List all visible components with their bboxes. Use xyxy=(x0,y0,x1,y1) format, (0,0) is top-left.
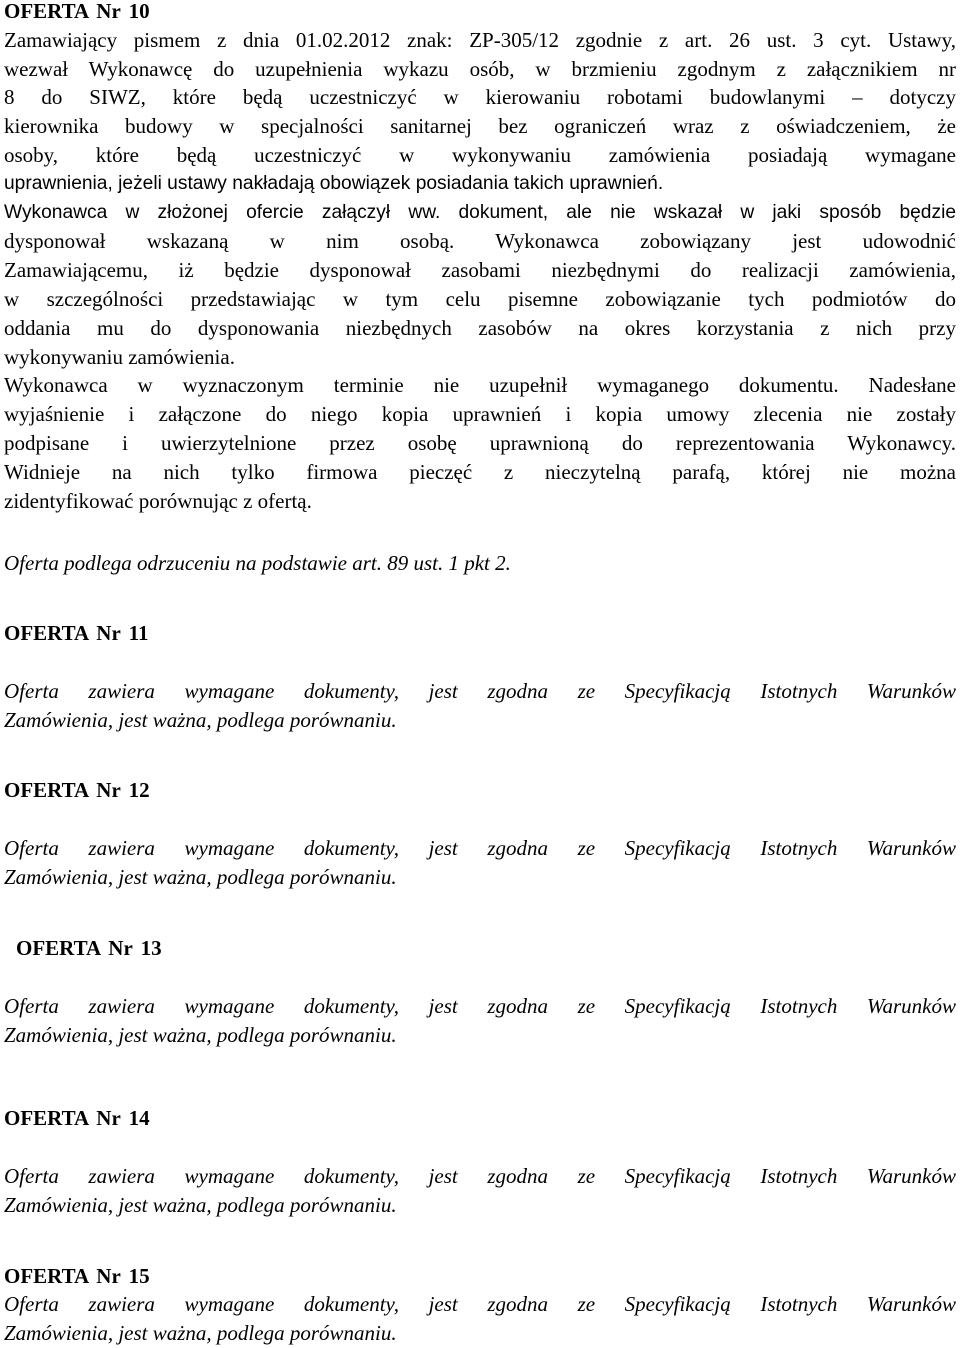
offer-text-line: Zamówienia, jest ważna, podlega porównaniu. xyxy=(4,1192,397,1217)
body-line: w szczególności przedstawiając w tym celu pisemne zobowiązanie tych podmiotów do xyxy=(4,286,956,311)
offer-text-line: Oferta zawiera wymagane dokumenty, jest zgodna ze Specyfikacją Istotnych Warunków xyxy=(4,1164,956,1188)
body-line: podpisane i uwierzytelnione przez osobę uprawnioną do reprezentowania Wykonawcy. xyxy=(4,430,956,455)
offer-15-heading: OFERTA Nr 15 xyxy=(4,1264,150,1288)
body-line: zidentyfikować porównując z ofertą. xyxy=(4,488,312,513)
body-line: wezwał Wykonawcę do uzupełnienia wykazu osób, w brzmieniu zgodnym z załącznikiem nr xyxy=(4,56,956,81)
offer-13-text xyxy=(4,992,956,1050)
body-line: Wykonawca w wyznaczonym terminie nie uzupełnił wymaganego dokumentu. Nadesłane xyxy=(4,373,956,398)
body-line: Zamawiającemu, iż będzie dysponował zasobami niezbędnymi do realizacji zamówienia, xyxy=(4,258,956,283)
body-line: Widnieje na nich tylko firmowa pieczęć z nieczytelną parafą, której nie można xyxy=(4,459,956,484)
offer-15-text xyxy=(4,1290,956,1348)
offer-14-section xyxy=(4,1104,956,1133)
offer-text-line: Oferta zawiera wymagane dokumenty, jest zgodna ze Specyfikacją Istotnych Warunków xyxy=(4,994,956,1018)
body-line: 8 do SIWZ, które będą uczestniczyć w kierowaniu robotami budowlanymi – dotyczy xyxy=(4,85,956,110)
offer-text-line: Oferta zawiera wymagane dokumenty, jest zgodna ze Specyfikacją Istotnych Warunków xyxy=(4,679,956,703)
body-line: uprawnienia, jeżeli ustawy nakładają obowiązek posiadania takich uprawnień. xyxy=(4,172,664,194)
body-line: wyjaśnienie i załączone do niego kopia uprawnień i kopia umowy zlecenia nie zostały xyxy=(4,402,956,427)
offer-10-body xyxy=(4,26,956,516)
offer-10-section xyxy=(4,0,956,515)
body-line: Zamawiający pismem z dnia 01.02.2012 znak: ZP-305/12 zgodnie z art. 26 ust. 3 cyt. Ustawy, xyxy=(4,27,956,52)
offer-12-text xyxy=(4,834,956,892)
offer-10-heading: OFERTA Nr 10 xyxy=(4,0,150,23)
offer-15-section xyxy=(4,1262,956,1291)
body-line: oddania mu do dysponowania niezbędnych zasobów na okres korzystania z nich przy xyxy=(4,315,956,340)
body-line: kierownika budowy w specjalności sanitarnej bez ograniczeń wraz z oświadczeniem, że xyxy=(4,114,956,139)
offer-14-text xyxy=(4,1162,956,1220)
offer-text-line: Zamówienia, jest ważna, podlega porównaniu. xyxy=(4,707,397,732)
offer-text-line: Oferta zawiera wymagane dokumenty, jest zgodna ze Specyfikacją Istotnych Warunków xyxy=(4,836,956,860)
offer-10-conclusion: Oferta podlega odrzuceniu na podstawie art. 89 ust. 1 pkt 2. xyxy=(4,551,511,575)
offer-13-heading: OFERTA Nr 13 xyxy=(16,936,162,960)
offer-12-heading: OFERTA Nr 12 xyxy=(4,778,150,802)
body-line: Wykonawca w złożonej ofercie załączył ww. dokument, ale nie wskazał w jaki sposób będzie xyxy=(4,201,956,223)
offer-11-text xyxy=(4,677,956,735)
offer-text-line: Zamówienia, jest ważna, podlega porównaniu. xyxy=(4,1320,397,1345)
offer-14-heading: OFERTA Nr 14 xyxy=(4,1106,150,1130)
offer-11-heading: OFERTA Nr 11 xyxy=(4,621,149,645)
offer-13-section xyxy=(16,934,956,963)
body-line: dysponował wskazaną w nim osobą. Wykonawca zobowiązany jest udowodnić xyxy=(4,229,956,254)
offer-12-section xyxy=(4,776,956,805)
body-line: wykonywaniu zamówienia. xyxy=(4,344,235,369)
offer-text-line: Zamówienia, jest ważna, podlega porównaniu. xyxy=(4,864,397,889)
offer-text-line: Oferta zawiera wymagane dokumenty, jest zgodna ze Specyfikacją Istotnych Warunków xyxy=(4,1292,956,1316)
offer-text-line: Zamówienia, jest ważna, podlega porównaniu. xyxy=(4,1022,397,1047)
body-line: osoby, które będą uczestniczyć w wykonywaniu zamówienia posiadają wymagane xyxy=(4,142,956,167)
offer-11-section xyxy=(4,619,956,648)
